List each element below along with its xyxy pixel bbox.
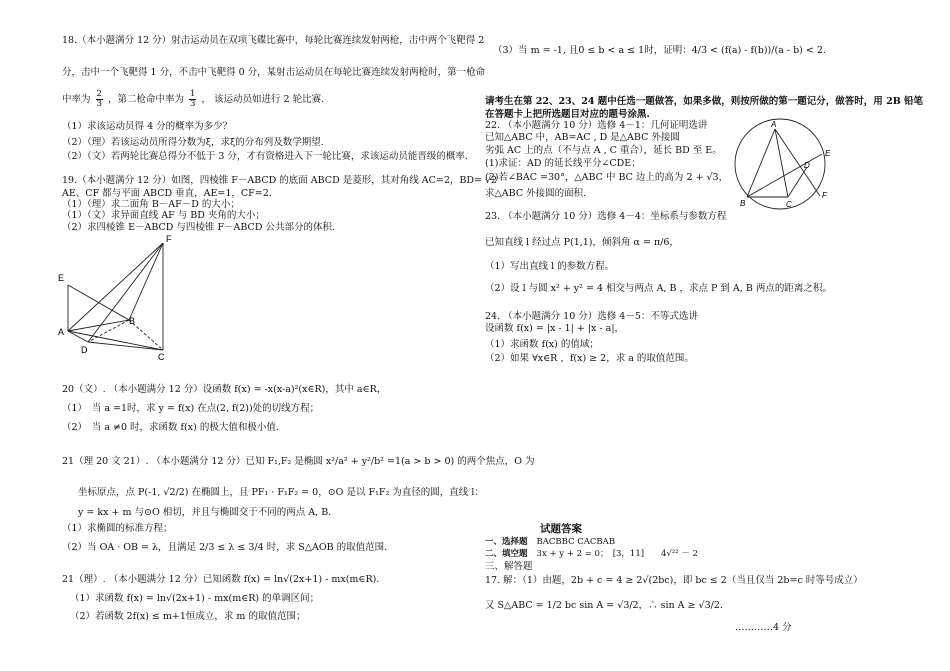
q18-sub1: （1）求该运动员得 4 分的概率为多少？ [62,121,233,132]
q21a-line1: 21（理 20 文 21）. （本小题满分 12 分）已知 F₁,F₂ 是椭圆 x²/a² + y²/b² =1(a > b > 0) 的两个焦点，O 为 [62,456,535,467]
circle-figure [722,118,842,212]
q23-sub1: （1）写出直线 l 的参数方程。 [485,261,615,272]
q19-sub2: （1）（文）求异面直线 AF 与 BD 夹角的大小； [62,210,265,221]
q23-sub2: （2）设 l 与圆 x² + y² = 4 相交与两点 A, B ，求点 P 到 A, B 两点的距离之积。 [485,283,832,294]
label-B: B [129,316,136,326]
q18-p1-fraction: $\frac{2}{3}$ [96,89,102,109]
q19-line1: 19.（本小题满分 12 分）如图，四棱锥 F－ABCD 的底面 ABCD 是菱形，其对角线 AC=2，BD= √2 [62,175,498,186]
q19-line2: AE、CF 都与平面 ABCD 垂直，AE=1，CF=2. [62,188,272,199]
circle-label-B: B [740,199,746,208]
answers-row2-value: 3x + y + 2 = 0； [3，11] 4√²² － 2 [536,549,699,559]
q22-line3: 劣弧 AC 上的点（不与点 A , C 重合），延长 BD 至 E。 [485,145,722,156]
q21b-title: 21（理）. （本小题满分 12 分）已知函数 f(x) = ln√(2x+1) - mx(m∈R). [62,574,380,585]
q21a-sub2: （2）当 OA · OB = λ，且满足 2/3 ≤ λ ≤ 3/4 时，求 S△AOB 的取值范围. [62,542,388,553]
q18-line1: 18.（本小题满分 12 分）射击运动员在双项飞碟比赛中，每轮比赛连续发射两枪，击中两个飞靶得 2 [62,35,485,46]
q19-sub3: （2）求四棱锥 E－ABCD 与四棱锥 F－ABCD 公共部分的体积. [62,222,335,233]
answers-row3: 三、解答题 [485,561,533,572]
q18-p2-fraction: $\frac{1}{3}$ [190,89,196,109]
circle-label-C: C [786,200,792,209]
q22-line4: (1)求证：AD 的延长线平分∠CDE； [485,158,641,169]
notice-line1: 请考生在第 22、23、24 题中任选一题做答，如果多做，则按所做的第一题记分，做答时，用 2B 铅笔 [485,96,924,107]
q18-sub3: （2）（文）若两轮比赛总得分不低于 3 分，才有资格进入下一轮比赛，求该运动员能晋级的概率. [62,151,468,162]
q18-text-c: ， 该运动员如进行 2 轮比赛. [201,93,325,105]
answers-row1 [485,537,615,548]
q20-sub1: （1） 当 a =1时，求 y = f(x) 在点(2, f(2))处的切线方程； [62,403,320,414]
q24-sub1: （1）求函数 f(x) 的值域； [485,339,599,350]
pyramid-figure [55,232,185,362]
q18-text-a: 中率为 [62,93,91,105]
answers-row4: 17. 解：（1）由题，2b + c = 4 ≥ 2√(2bc)，即 bc ≤ 2（当且仅当 2b=c 时等号成立） [485,575,863,586]
q22-line1: 22. （本小题满分 10 分）选修 4－1：几何证明选讲 [485,120,708,131]
circle-label-E: E [825,149,831,158]
answers-row1-value: BACBBC CACBAB [536,537,616,547]
label-E: E [58,273,65,283]
q23-title: 23. （本小题满分 10 分）选修 4－4：坐标系与参数方程 [485,211,727,222]
q22-line2: 已知△ABC 中，AB=AC , D 是△ABC 外接圆 [485,132,680,143]
notice-line2: 在答题卡上把所选题目对应的题号涂黑. [485,109,650,120]
circle-label-D: D [804,161,810,170]
q21a-line3: y = kx + m 与⊙O 相切，并且与椭圆交于不同的两点 A, B. [78,507,332,518]
answers-row2-label: 二、填空题 [485,549,528,559]
answers-title: 试题答案 [540,523,582,535]
label-C: C [158,352,165,362]
q23-line1: 已知直线 l 经过点 P(1,1)，倾斜角 α = π/6， [485,237,679,248]
answers-row1-label: 一、选择题 [485,537,528,547]
q21a-line2: 坐标原点，点 P(-1, √2/2) 在椭圆上，且 PF₁ · F₁F₂ = 0，⊙O 是以 F₁F₂ 为直径的圆，直线 l： [78,487,484,498]
q21b-sub1: （1）求函数 f(x) = ln√(2x+1) - mx(m∈R) 的单调区间； [70,593,320,604]
q18-sub2: （2）（理）若该运动员所得分数为ξ，求ξ的分布列及数学期望. [62,137,324,148]
q18-text-b: ，第二枪命中率为 [108,93,185,105]
q18-line2: 分，击中一个飞靶得 1 分，不击中飞靶得 0 分，某射击运动员在每轮比赛连续发射两枪时，第一枪命 [62,67,486,78]
label-F: F [166,234,172,244]
q21c-line: （3）当 m = -1, 且0 ≤ b < a ≤ 1时，证明：4/3 < (f(a) - f(b))/(a - b) < 2. [493,45,826,56]
label-D: D [81,345,88,355]
answers-row5: 又 S△ABC = 1/2 bc sin A = √3/2，∴ sin A ≥ √3/2. [485,600,723,611]
label-A: A [58,327,65,337]
q20-title: 20（文）. （本小题满分 12 分）设函数 f(x) = -x(x-a)²(x∈R)，其中 a∈R， [62,384,387,395]
q22-line5: (2)若∠BAC =30°，△ABC 中 BC 边上的高为 2 + √3， [485,172,729,183]
circle-label-A: A [771,120,777,129]
q24-line1: 设函数 f(x) = |x - 1| + |x - a|， [485,323,625,334]
q20-sub2: （2） 当 a ≠0 时，求函数 f(x) 的极大值和极小值. [62,422,279,433]
q19-sub1: （1）（理）求二面角 B－AF－D 的大小； [62,199,240,210]
q22-line6: 求△ABC 外接圆的面积. [485,188,587,199]
q24-sub2: （2）如果 ∀x∈R ，f(x) ≥ 2，求 a 的取值范围。 [485,353,694,364]
q24-title: 24. （本小题满分 10 分）选修 4－5：不等式选讲 [485,311,698,322]
answers-row2 [485,549,698,560]
q18-line3 [62,90,324,109]
q21b-sub2: （2）若函数 2f(x) ≤ m+1恒成立，求 m 的取值范围； [70,611,306,622]
circle-label-F: F [822,191,827,200]
q21a-sub1: （1）求椭圆的标准方程； [62,523,173,534]
answers-score: …………4 分 [735,622,792,633]
